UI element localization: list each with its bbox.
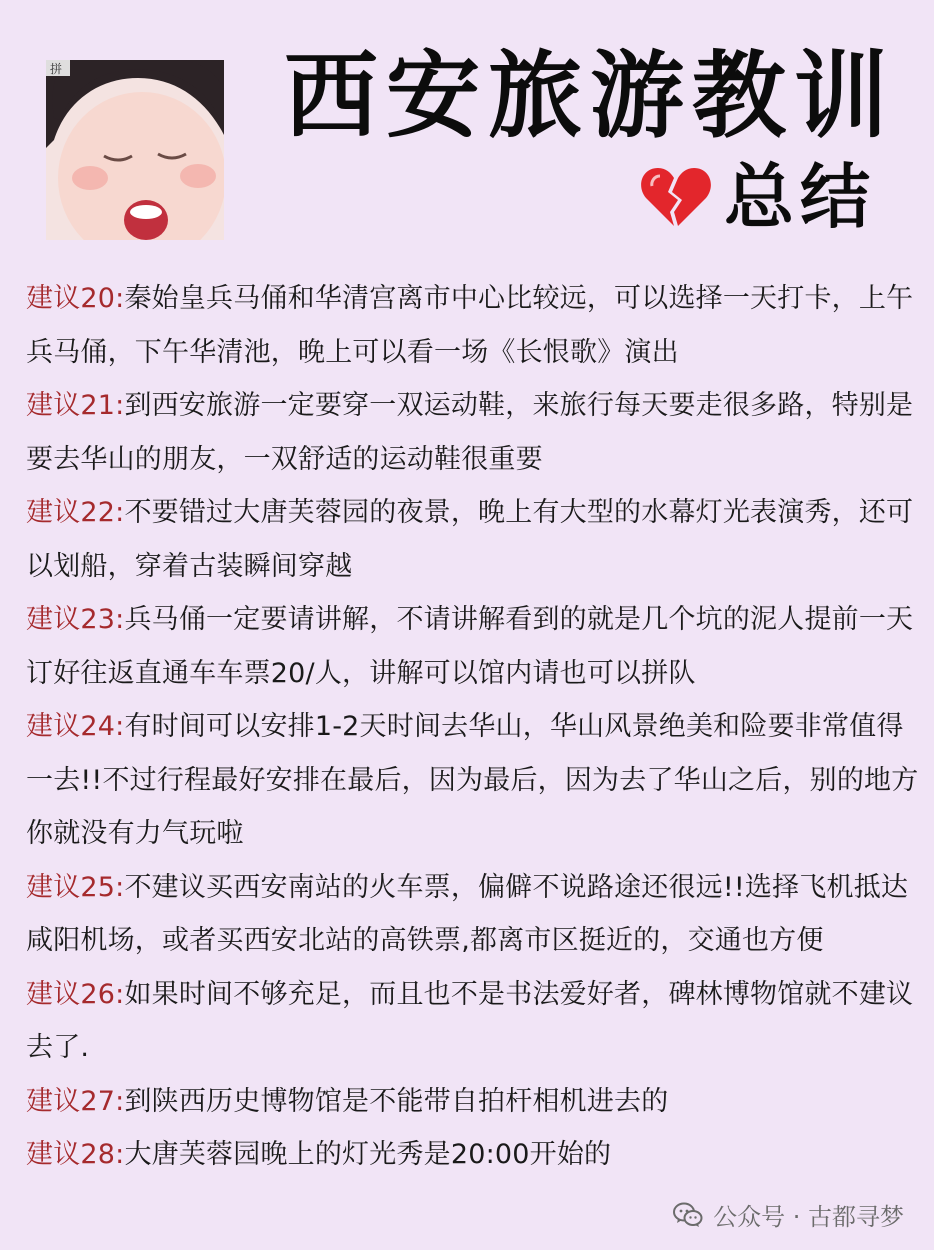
tip-23 (26, 593, 924, 700)
photo-label: 拼 (50, 62, 63, 76)
crying-baby-illustration (46, 60, 224, 240)
watermark-text: 公众号 · 古都寻梦 (713, 1203, 904, 1231)
page-title: 西安旅游教训 (283, 42, 896, 151)
tip-25 (26, 861, 924, 968)
tip-22 (26, 486, 924, 593)
tip-text: 大唐芙蓉园晚上的灯光秀是20:00开始的 (124, 1139, 612, 1170)
tip-label: 建议20: (26, 283, 125, 314)
tips-list (26, 272, 924, 1182)
subtitle-row (640, 152, 876, 242)
tip-label: 建议25: (26, 871, 125, 903)
tip-24 (26, 700, 924, 861)
wechat-icon (673, 1202, 703, 1228)
tip-text: 不建议买西安南站的火车票，偏僻不说路途还很远!!选择飞机抵达咸阳机场，或者买西安北站的高铁票,都离市区挺近的，交通也方便 (26, 871, 909, 956)
tip-20 (26, 272, 924, 379)
tip-text: 不要错过大唐芙蓉园的夜景，晚上有大型的水幕灯光表演秀，还可以划船，穿着古装瞬间穿越 (26, 497, 914, 582)
tip-label: 建议24: (26, 711, 125, 742)
tip-text: 秦始皇兵马俑和华清宫离市中心比较远，可以选择一天打卡，上午兵马俑，下午华清池，晚上可以看一场《长恨歌》演出 (26, 283, 914, 368)
tip-26 (26, 968, 924, 1075)
tip-label: 建议21: (26, 390, 125, 421)
tip-21 (26, 379, 924, 486)
tip-label: 建议22: (26, 497, 125, 528)
account-watermark (673, 1197, 904, 1232)
tip-28 (26, 1128, 924, 1182)
tip-27 (26, 1075, 924, 1129)
tip-label: 建议27: (26, 1085, 125, 1117)
page-subtitle: 总结 (724, 156, 876, 238)
tip-label: 建议28: (26, 1139, 125, 1170)
crying-baby-photo (46, 60, 224, 240)
tip-label: 建议26: (26, 978, 125, 1010)
tip-label: 建议23: (26, 604, 125, 635)
tip-text: 兵马俑一定要请讲解，不请讲解看到的就是几个坑的泥人提前一天订好往返直通车车票20/人，讲解可以馆内请也可以拼队 (26, 604, 914, 689)
broken-heart-icon (640, 164, 712, 230)
tip-text: 如果时间不够充足，而且也不是书法爱好者，碑林博物馆就不建议去了. (26, 978, 914, 1063)
tip-text: 到西安旅游一定要穿一双运动鞋，来旅行每天要走很多路，特别是要去华山的朋友，一双舒适的运动鞋很重要 (26, 390, 914, 475)
tip-text: 到陕西历史博物馆是不能带自拍杆相机进去的 (124, 1085, 669, 1117)
tip-text: 有时间可以安排1-2天时间去华山，华山风景绝美和险要非常值得一去!!不过行程最好安排在最后，因为最后，因为去了华山之后，别的地方你就没有力气玩啦 (26, 711, 919, 849)
